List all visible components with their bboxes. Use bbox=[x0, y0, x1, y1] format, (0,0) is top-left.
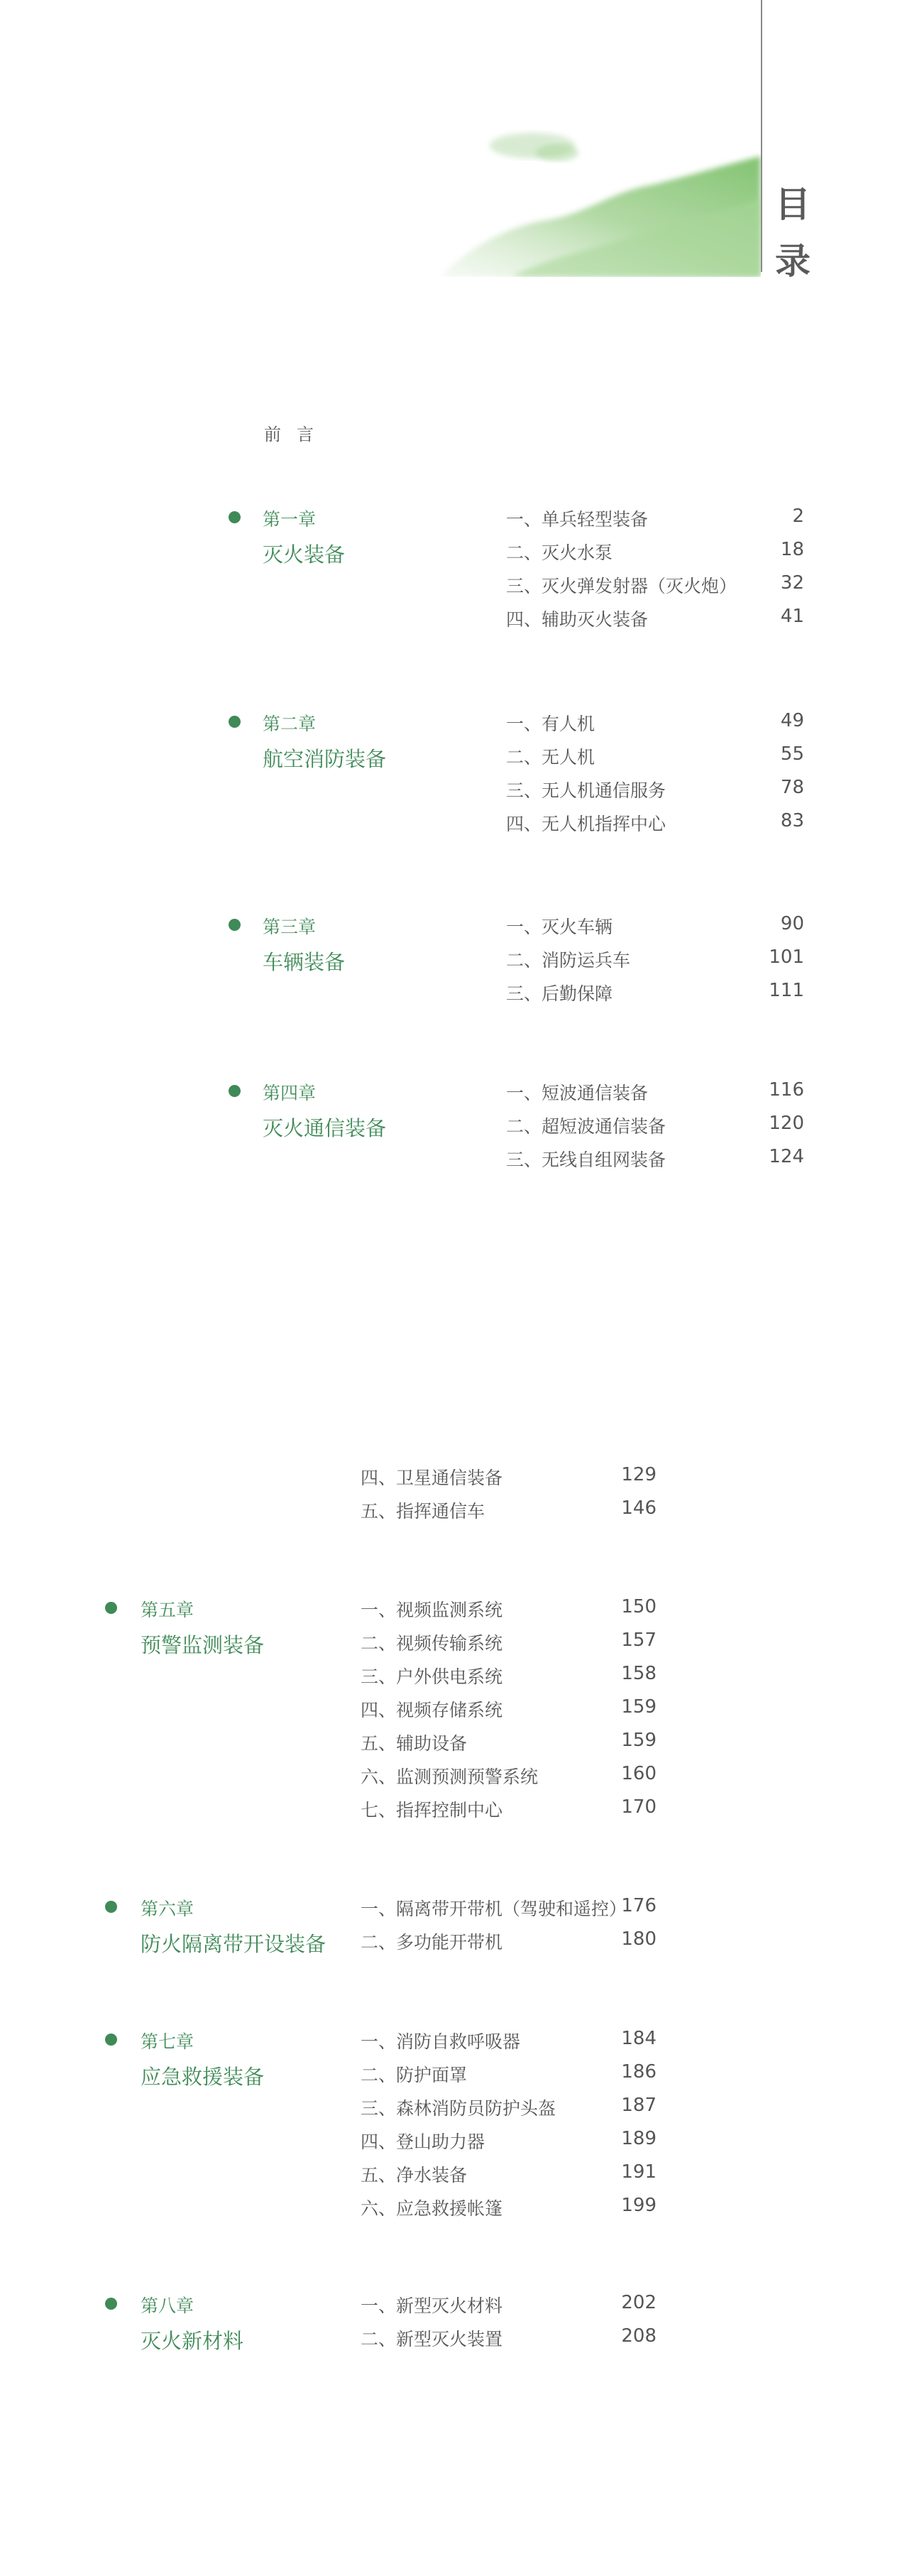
chapter-number[interactable]: 第五章 bbox=[141, 1600, 194, 1620]
toc-entry-label[interactable]: 一、单兵轻型装备 bbox=[506, 509, 649, 530]
toc-entry-page-number[interactable]: 111 bbox=[769, 980, 804, 1001]
chapter-title[interactable]: 航空消防装备 bbox=[263, 747, 387, 771]
toc-entry-label[interactable]: 二、无人机 bbox=[506, 747, 595, 768]
toc-entry-label[interactable]: 二、消防运兵车 bbox=[506, 950, 631, 971]
toc-entry-page-number[interactable]: 101 bbox=[769, 946, 804, 968]
toc-entry-label[interactable]: 二、新型灭火装置 bbox=[361, 2329, 503, 2349]
toc-title-char: 录 bbox=[775, 241, 811, 282]
toc-entry-page-number[interactable]: 199 bbox=[621, 2195, 656, 2216]
toc-entry-page-number[interactable]: 49 bbox=[780, 710, 804, 731]
chapter-title[interactable]: 灭火新材料 bbox=[141, 2329, 244, 2353]
toc-entry-label[interactable]: 一、灭火车辆 bbox=[506, 917, 613, 937]
toc-entry-label[interactable]: 七、指挥控制中心 bbox=[361, 1800, 503, 1821]
toc-entry-label[interactable]: 六、监测预测预警系统 bbox=[361, 1767, 539, 1787]
toc-entry-label[interactable]: 六、应急救援帐篷 bbox=[361, 2198, 503, 2219]
toc-entry-page-number[interactable]: 184 bbox=[621, 2028, 656, 2049]
green-landscape-illustration bbox=[426, 114, 761, 277]
toc-entry-page-number[interactable]: 180 bbox=[621, 1928, 656, 1950]
chapter-bullet-icon bbox=[229, 1085, 241, 1097]
toc-entry-page-number[interactable]: 158 bbox=[621, 1663, 656, 1684]
toc-entry-label[interactable]: 二、超短波通信装备 bbox=[506, 1116, 666, 1137]
chapter-number[interactable]: 第一章 bbox=[263, 509, 317, 530]
toc-entry-label[interactable]: 三、森林消防员防护头盔 bbox=[361, 2098, 556, 2119]
toc-entry-page-number[interactable]: 18 bbox=[780, 539, 804, 560]
toc-entry-page-number[interactable]: 187 bbox=[621, 2095, 656, 2116]
toc-entry-label[interactable]: 二、灭火水泵 bbox=[506, 542, 613, 563]
toc-entry-page-number[interactable]: 170 bbox=[621, 1796, 656, 1818]
chapter-title[interactable]: 灭火装备 bbox=[263, 542, 346, 567]
toc-entry-page-number[interactable]: 124 bbox=[769, 1146, 804, 1167]
chapter-number[interactable]: 第二章 bbox=[263, 714, 317, 734]
toc-entry-page-number[interactable]: 32 bbox=[780, 572, 804, 594]
chapter-title[interactable]: 预警监测装备 bbox=[141, 1633, 265, 1657]
toc-entry-page-number[interactable]: 150 bbox=[621, 1596, 656, 1617]
toc-entry-label[interactable]: 三、户外供电系统 bbox=[361, 1666, 503, 1687]
toc-entry-label[interactable]: 二、视频传输系统 bbox=[361, 1633, 503, 1654]
chapter-bullet-icon bbox=[229, 919, 241, 931]
toc-entry-label[interactable]: 五、净水装备 bbox=[361, 2165, 468, 2185]
toc-entry-label[interactable]: 二、防护面罩 bbox=[361, 2065, 468, 2085]
toc-entry-label[interactable]: 四、卫星通信装备 bbox=[361, 1468, 503, 1488]
toc-entry-label[interactable]: 四、无人机指挥中心 bbox=[506, 814, 666, 834]
chapter-number[interactable]: 第七章 bbox=[141, 2031, 194, 2052]
toc-entry-page-number[interactable]: 186 bbox=[621, 2061, 656, 2083]
toc-entry-page-number[interactable]: 146 bbox=[621, 1497, 656, 1519]
toc-title bbox=[775, 176, 818, 290]
toc-entry-page-number[interactable]: 202 bbox=[621, 2292, 656, 2313]
toc-entry-page-number[interactable]: 41 bbox=[780, 606, 804, 627]
toc-entry-label[interactable]: 一、视频监测系统 bbox=[361, 1600, 503, 1620]
chapter-bullet-icon bbox=[105, 2298, 117, 2310]
chapter-bullet-icon bbox=[229, 716, 241, 728]
chapter-title[interactable]: 应急救援装备 bbox=[141, 2065, 265, 2089]
toc-entry-label[interactable]: 一、隔离带开带机（驾驶和遥控） bbox=[361, 1899, 627, 1919]
chapter-title[interactable]: 车辆装备 bbox=[263, 950, 346, 974]
chapter-number[interactable]: 第四章 bbox=[263, 1083, 317, 1103]
header-divider-line bbox=[761, 0, 762, 272]
toc-entry-label[interactable]: 三、无人机通信服务 bbox=[506, 780, 666, 801]
toc-entry-label[interactable]: 三、后勤保障 bbox=[506, 983, 613, 1004]
toc-entry-page-number[interactable]: 55 bbox=[780, 743, 804, 765]
toc-entry-label[interactable]: 三、灭火弹发射器（灭火炮） bbox=[506, 576, 737, 596]
toc-entry-page-number[interactable]: 189 bbox=[621, 2128, 656, 2149]
toc-entry-label[interactable]: 四、登山助力器 bbox=[361, 2132, 485, 2152]
toc-entry-page-number[interactable]: 120 bbox=[769, 1113, 804, 1134]
toc-preface[interactable]: 前言 bbox=[264, 425, 329, 444]
toc-entry-page-number[interactable]: 116 bbox=[769, 1079, 804, 1101]
toc-entry-label[interactable]: 四、辅助灭火装备 bbox=[506, 609, 649, 630]
toc-entry-page-number[interactable]: 159 bbox=[621, 1696, 656, 1718]
chapter-bullet-icon bbox=[229, 511, 241, 523]
toc-entry-page-number[interactable]: 159 bbox=[621, 1730, 656, 1751]
toc-entry-page-number[interactable]: 160 bbox=[621, 1763, 656, 1784]
toc-entry-page-number[interactable]: 129 bbox=[621, 1464, 656, 1485]
chapter-title[interactable]: 灭火通信装备 bbox=[263, 1116, 387, 1140]
toc-entry-page-number[interactable]: 176 bbox=[621, 1895, 656, 1916]
toc-entry-label[interactable]: 四、视频存储系统 bbox=[361, 1700, 503, 1720]
chapter-bullet-icon bbox=[105, 2034, 117, 2046]
chapter-bullet-icon bbox=[105, 1602, 117, 1614]
toc-entry-page-number[interactable]: 78 bbox=[780, 777, 804, 798]
chapter-title[interactable]: 防火隔离带开设装备 bbox=[141, 1932, 326, 1956]
toc-entry-label[interactable]: 一、新型灭火材料 bbox=[361, 2296, 503, 2316]
toc-entry-label[interactable]: 五、指挥通信车 bbox=[361, 1501, 485, 1522]
toc-entry-page-number[interactable]: 2 bbox=[792, 506, 804, 527]
toc-entry-label[interactable]: 一、有人机 bbox=[506, 714, 595, 734]
toc-entry-page-number[interactable]: 90 bbox=[780, 913, 804, 934]
toc-entry-label[interactable]: 一、消防自救呼吸器 bbox=[361, 2031, 521, 2052]
toc-entry-page-number[interactable]: 83 bbox=[780, 810, 804, 831]
toc-entry-label[interactable]: 二、多功能开带机 bbox=[361, 1932, 503, 1953]
toc-title-char: 目 bbox=[775, 184, 811, 225]
toc-entry-label[interactable]: 一、短波通信装备 bbox=[506, 1083, 649, 1103]
toc-entry-page-number[interactable]: 157 bbox=[621, 1630, 656, 1651]
toc-entry-page-number[interactable]: 191 bbox=[621, 2161, 656, 2183]
chapter-number[interactable]: 第八章 bbox=[141, 2296, 194, 2316]
toc-entry-label[interactable]: 三、无线自组网装备 bbox=[506, 1150, 666, 1170]
chapter-number[interactable]: 第六章 bbox=[141, 1899, 194, 1919]
chapter-bullet-icon bbox=[105, 1901, 117, 1913]
toc-entry-label[interactable]: 五、辅助设备 bbox=[361, 1733, 468, 1754]
toc-entry-page-number[interactable]: 208 bbox=[621, 2325, 656, 2347]
chapter-number[interactable]: 第三章 bbox=[263, 917, 317, 937]
